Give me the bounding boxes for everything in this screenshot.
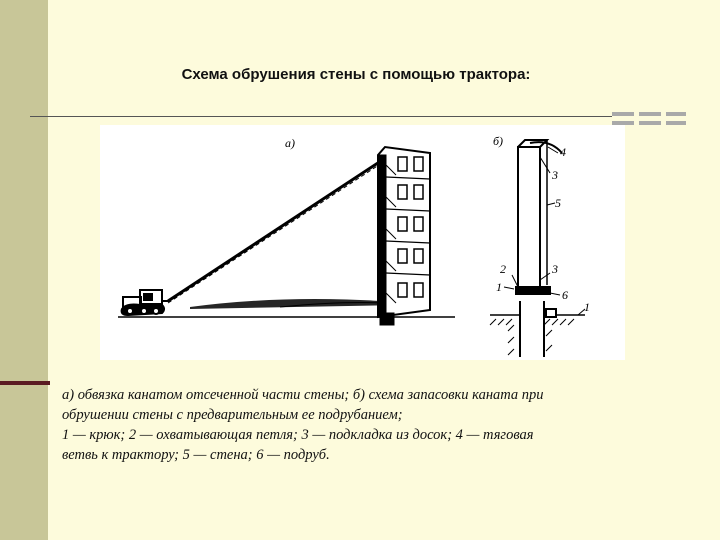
label-num-6: 6	[562, 288, 568, 302]
diagram-figure	[100, 125, 625, 360]
diagram-drawing	[100, 125, 625, 360]
caption-line: а) обвязка канатом отсеченной части стены; б) схема запасовки каната при	[62, 387, 544, 403]
caption-line: обрушении стены с предварительным ее подрубанием;	[62, 407, 403, 423]
tractor	[122, 290, 170, 315]
caption-line: ветвь к трактору; 5 — стена; 6 — подруб.	[62, 447, 330, 463]
deco-bar	[666, 112, 686, 116]
side-accent	[0, 381, 50, 385]
slide-title: Схема обрушения стены с помощью трактора:	[181, 66, 531, 83]
caption-line: 1 — крюк; 2 — охватывающая петля; 3 — подкладка из досок; 4 — тяговая	[62, 427, 534, 443]
label-num-2: 2	[500, 262, 506, 276]
title-rule	[30, 116, 612, 117]
label-num-3: 3	[552, 168, 558, 182]
label-b: б)	[493, 134, 504, 148]
deco-bar	[639, 112, 661, 116]
deco-bar	[666, 121, 686, 125]
label-num-3b: 3	[552, 262, 558, 276]
label-a: а)	[285, 136, 295, 150]
wall-b	[490, 140, 585, 357]
deco-bar	[639, 121, 661, 125]
label-num-1b: 1	[584, 300, 590, 314]
figure-caption	[62, 385, 662, 465]
rope-a	[168, 155, 390, 303]
deco-bar	[612, 112, 634, 116]
building-wall	[378, 147, 430, 325]
label-num-5: 5	[555, 196, 561, 210]
label-num-4: 4	[560, 145, 566, 159]
label-num-1: 1	[496, 280, 502, 294]
